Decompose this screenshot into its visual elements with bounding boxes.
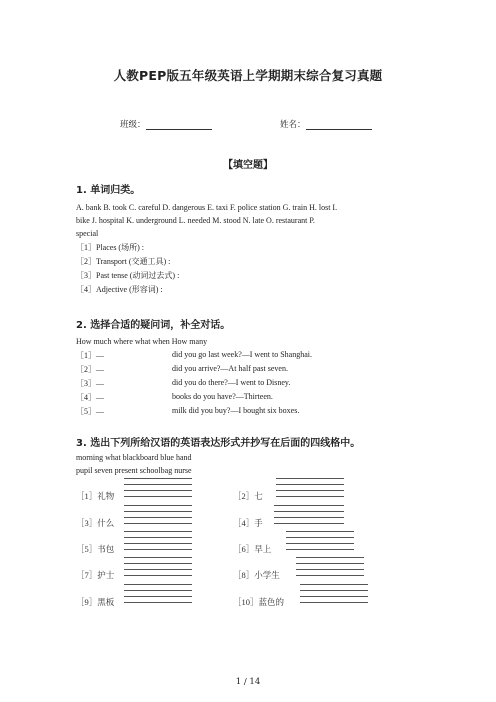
page-number: 1 / 14 <box>235 677 261 687</box>
q3-item-label: ［5］书包 <box>76 544 115 554</box>
q1-item: ［1］Places (场所) : <box>76 243 144 252</box>
q1-options-line: bike J. hospital K. underground L. needed M. stood N. late O. restaurant P. <box>76 216 315 225</box>
q3-item-label: ［4］手 <box>233 518 263 528</box>
q2-item-num: ［5］— <box>76 407 104 416</box>
four-line-grid[interactable] <box>296 557 364 575</box>
q3-item-label: ［9］黑板 <box>76 597 115 607</box>
four-line-grid[interactable] <box>274 505 344 523</box>
page-title: 人教PEP版五年级英语上学期期末综合复习真题 <box>113 68 383 83</box>
four-line-grid[interactable] <box>124 531 192 549</box>
four-line-grid[interactable] <box>124 557 192 575</box>
q2-heading: 2. 选择合适的疑问词，补全对话。 <box>76 320 231 331</box>
four-line-grid[interactable] <box>124 584 192 602</box>
q3-item-label: ［2］七 <box>233 491 263 501</box>
q3-heading: 3. 选出下列所给汉语的英语表达形式并抄写在后面的四线格中。 <box>76 438 361 449</box>
q2-item-text: did you do there?—I went to Disney. <box>172 378 291 387</box>
q3-options-line: morning what blackboard blue hand <box>76 453 192 462</box>
name-label: 姓名： <box>280 120 306 130</box>
q1-heading: 1. 单词归类。 <box>76 185 141 196</box>
four-line-grid[interactable] <box>124 505 192 523</box>
name-field <box>280 118 372 130</box>
class-blank[interactable] <box>146 120 212 130</box>
q2-item-text: books do you have?—Thirteen. <box>172 392 273 401</box>
four-line-grid[interactable] <box>286 531 354 549</box>
q3-item-label: ［8］小学生 <box>233 570 280 580</box>
q2-item-num: ［3］— <box>76 379 104 388</box>
four-line-grid[interactable] <box>124 478 192 496</box>
name-blank[interactable] <box>306 120 372 130</box>
class-label: 班级： <box>120 120 146 130</box>
q2-item-num: ［1］— <box>76 351 104 360</box>
q3-item-label: ［3］什么 <box>76 518 115 528</box>
q1-item: ［2］Transport (交通工具) : <box>76 257 171 266</box>
q2-item-text: milk did you buy?—I bought six boxes. <box>172 406 300 415</box>
q1-item: ［3］Past tense (动词过去式) : <box>76 271 180 280</box>
q2-item-num: ［4］— <box>76 393 104 402</box>
q1-options-line: special <box>76 229 99 238</box>
q3-item-label: ［1］礼物 <box>76 491 115 501</box>
q3-item-label: ［6］早上 <box>233 544 272 554</box>
class-field <box>120 118 212 130</box>
four-line-grid[interactable] <box>276 478 344 496</box>
q2-item-text: did you arrive?—At half past seven. <box>172 364 288 373</box>
q2-item-text: did you go last week?—I went to Shanghai. <box>172 350 312 359</box>
four-line-grid[interactable] <box>300 584 368 602</box>
q3-options-line: pupil seven present schoolbag nurse <box>76 466 192 475</box>
q2-options: How much where what when How many <box>76 337 208 346</box>
q1-item: ［4］Adjective (形容词) : <box>76 285 163 294</box>
section-heading: 【填空题】 <box>223 160 273 171</box>
q1-options-line: A. bank B. took C. careful D. dangerous E. taxi F. police station G. train H. lost I. <box>76 203 338 212</box>
q2-item-num: ［2］— <box>76 365 104 374</box>
q3-item-label: ［7］护士 <box>76 570 115 580</box>
q3-item-label: ［10］蓝色的 <box>233 597 285 607</box>
